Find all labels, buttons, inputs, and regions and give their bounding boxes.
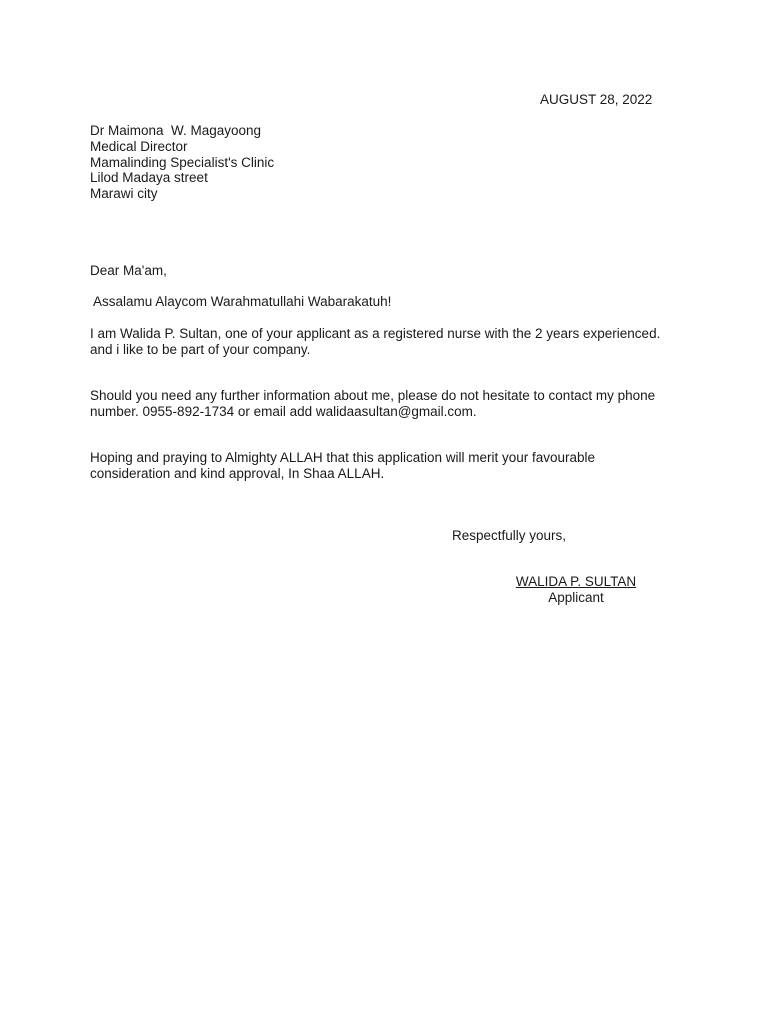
paragraph-line: number. 0955-892-1734 or email add walidaasultan@gmail.com. (90, 403, 477, 419)
paragraph-line: Should you need any further information about me, please do not hesitate to contact my phone (90, 388, 656, 403)
recipient-name: Dr Maimona W. Magayoong (90, 123, 262, 138)
signer-name: WALIDA P. SULTAN (515, 574, 637, 589)
complimentary-close: Respectfully yours, (452, 528, 567, 543)
paragraph-line: I am Walida P. Sultan, one of your applicant as a registered nurse with the 2 years experienced. (90, 326, 661, 341)
recipient-street: Lilod Madaya street (90, 170, 208, 186)
paragraph-line: and i like to be part of your company. (90, 341, 311, 357)
body-paragraph-closing (90, 450, 595, 482)
greeting: Assalamu Alaycom Warahmatullahi Wabarakatuh! (93, 294, 392, 309)
body-paragraph-contact (90, 388, 655, 420)
paragraph-line: consideration and kind approval, In Shaa ALLAH. (90, 465, 385, 481)
signature-block (500, 574, 652, 606)
letter-date: AUGUST 28, 2022 (540, 92, 653, 107)
signer-role: Applicant (548, 589, 604, 605)
salutation: Dear Ma'am, (90, 263, 167, 278)
recipient-city: Marawi city (90, 186, 158, 202)
recipient-title: Medical Director (90, 138, 188, 154)
recipient-organization: Mamalinding Specialist's Clinic (90, 154, 275, 170)
paragraph-line: Hoping and praying to Almighty ALLAH that this application will merit your favourable (90, 450, 596, 465)
recipient-address-block (90, 123, 274, 202)
body-paragraph-intro (90, 326, 660, 358)
